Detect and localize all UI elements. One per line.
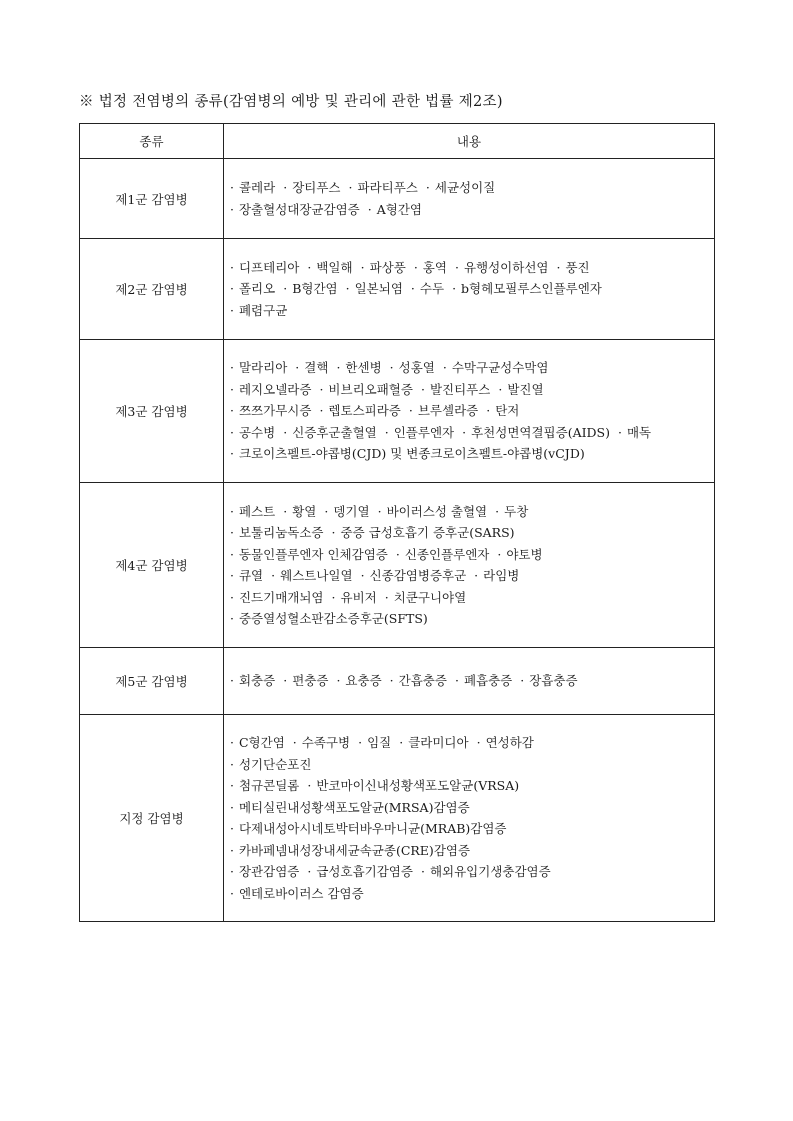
disease-name: 중증열성혈소판감소증후군(SFTS) — [238, 611, 428, 626]
bullet-mark: · — [476, 735, 481, 750]
disease-item — [336, 673, 381, 688]
disease-item — [390, 673, 447, 688]
disease-name: 동물인플루엔자 인체감염증 — [238, 546, 388, 562]
disease-item — [498, 382, 543, 397]
disease-name: 큐열 — [238, 568, 264, 583]
content-line — [230, 357, 708, 379]
bullet-mark: · — [395, 546, 400, 562]
disease-name: 디프테리아 — [238, 259, 300, 275]
disease-name: 카바페넴내성장내세균속균종(CRE)감염증 — [238, 842, 471, 858]
disease-item — [346, 281, 403, 296]
bullet-mark: · — [292, 735, 297, 750]
disease-item — [230, 778, 299, 793]
bullet-mark: · — [230, 589, 234, 605]
disease-item — [421, 382, 490, 397]
bullet-mark: · — [384, 589, 389, 605]
table-row — [80, 340, 715, 483]
disease-name: A형간염 — [376, 201, 422, 217]
bullet-mark: · — [358, 735, 363, 750]
bullet-mark: · — [230, 546, 234, 562]
bullet-mark: · — [295, 360, 300, 376]
disease-name: 결핵 — [304, 360, 329, 376]
bullet-mark: · — [556, 259, 561, 275]
disease-name: B형간염 — [292, 281, 338, 297]
disease-name: 클라미디아 — [408, 735, 469, 750]
disease-name: 치쿤구니야열 — [393, 589, 467, 605]
content-line — [230, 775, 708, 797]
disease-item — [324, 504, 369, 519]
disease-name: 엔테로바이러스 감염증 — [238, 885, 364, 901]
disease-name: 공수병 — [238, 424, 276, 440]
disease-item — [283, 673, 328, 688]
header-category: 종류 — [80, 124, 224, 159]
content-line — [230, 443, 708, 465]
disease-item — [307, 864, 413, 879]
disease-name: 반코마이신내성황색포도알균(VRSA) — [316, 778, 520, 793]
disease-item — [495, 504, 528, 519]
bullet-mark: · — [230, 381, 234, 397]
disease-item — [421, 864, 551, 879]
disease-item — [230, 281, 275, 296]
disease-item — [230, 360, 287, 375]
bullet-mark: · — [283, 180, 288, 195]
disease-name: 풍진 — [565, 259, 590, 275]
bullet-mark: · — [230, 756, 234, 772]
disease-item — [497, 547, 542, 562]
bullet-mark: · — [230, 611, 234, 626]
bullet-mark: · — [389, 360, 394, 376]
disease-name: 브루셀라증 — [417, 403, 479, 419]
disease-name: 콜레라 — [238, 180, 276, 195]
bullet-mark: · — [230, 360, 234, 376]
disease-item — [283, 180, 340, 195]
disease-name: 다제내성아시네토박터바우마니균(MRAB)감염증 — [238, 821, 507, 836]
bullet-mark: · — [283, 503, 288, 519]
disease-item — [399, 735, 468, 750]
bullet-mark: · — [360, 568, 365, 583]
disease-item — [385, 425, 454, 440]
header-content: 내용 — [224, 124, 715, 159]
disease-name: 유행성이하선염 — [463, 259, 549, 275]
category-cell: 제1군 감염병 — [80, 159, 224, 239]
bullet-mark: · — [307, 864, 312, 879]
content-line — [230, 278, 708, 300]
content-line — [230, 754, 708, 776]
disease-item — [414, 260, 447, 275]
disease-name: 파상풍 — [369, 259, 406, 275]
disease-item — [411, 281, 444, 296]
bullet-mark: · — [384, 424, 389, 440]
bullet-mark: · — [230, 864, 234, 879]
bullet-mark: · — [442, 360, 447, 376]
category-cell: 제5군 감염병 — [80, 648, 224, 715]
bullet-mark: · — [389, 673, 394, 689]
bullet-mark: · — [324, 503, 329, 519]
disease-item — [307, 778, 519, 793]
bullet-mark: · — [454, 673, 459, 689]
bullet-mark: · — [474, 568, 479, 583]
disease-item — [271, 568, 352, 583]
content-line — [230, 379, 708, 401]
disease-name: 첨규콘딜롬 — [238, 778, 300, 793]
bullet-mark: · — [462, 424, 467, 440]
content-line — [230, 300, 708, 322]
content-cell — [224, 715, 715, 922]
bullet-mark: · — [331, 589, 336, 605]
disease-item — [385, 590, 466, 605]
disease-item — [332, 525, 515, 540]
disease-name: 유비저 — [340, 589, 377, 605]
disease-item — [230, 864, 299, 879]
bullet-mark: · — [331, 525, 336, 540]
disease-name: 홍역 — [422, 259, 447, 275]
disease-item — [293, 735, 350, 750]
disease-item — [378, 504, 488, 519]
disease-name: 신종인플루엔자 — [404, 546, 490, 562]
disease-item — [319, 382, 413, 397]
bullet-mark: · — [230, 503, 234, 519]
content-line — [230, 257, 708, 279]
content-line — [230, 177, 708, 199]
disease-name: 진드기매개뇌염 — [238, 589, 324, 605]
bullet-mark: · — [283, 673, 288, 689]
disease-item — [230, 821, 507, 836]
disease-item — [486, 403, 519, 418]
disease-name: 비브리오패혈증 — [328, 381, 413, 397]
content-line — [230, 840, 708, 862]
table-row — [80, 715, 715, 922]
disease-name: 발진열 — [507, 381, 544, 397]
bullet-mark: · — [408, 403, 413, 419]
disease-item — [230, 260, 299, 275]
disease-item — [230, 403, 311, 418]
disease-item — [230, 303, 287, 318]
content-line — [230, 501, 708, 523]
disease-name: 일본뇌염 — [354, 281, 403, 297]
bullet-mark: · — [360, 259, 365, 275]
disease-name: 요충증 — [345, 673, 382, 689]
disease-name: 수막구균성수막염 — [451, 360, 549, 376]
bullet-mark: · — [454, 259, 459, 275]
disease-item — [332, 590, 377, 605]
disease-item — [230, 547, 388, 562]
disease-name: 한센병 — [345, 360, 382, 376]
disease-item — [230, 673, 275, 688]
disease-name: 급성호흡기감염증 — [316, 864, 413, 879]
bullet-mark: · — [336, 360, 341, 376]
disease-name: 인플루엔자 — [393, 424, 455, 440]
table-body — [80, 159, 715, 922]
content-cell — [224, 159, 715, 239]
table-row — [80, 159, 715, 239]
document-title: ※ 법정 전염병의 종류(감염병의 예방 및 관리에 관한 법률 제2조) — [79, 94, 503, 110]
disease-item — [230, 382, 311, 397]
table-header-row — [80, 124, 715, 159]
disease-name: b형헤모필루스인플루엔자 — [461, 281, 602, 297]
bullet-mark: · — [367, 201, 372, 217]
bullet-mark: · — [420, 864, 425, 879]
content-line — [230, 422, 708, 444]
disease-name: 신종감염병증후군 — [369, 568, 467, 583]
disease-name: 웨스트나일열 — [280, 568, 353, 583]
bullet-mark: · — [230, 673, 234, 689]
bullet-mark: · — [497, 546, 502, 562]
bullet-mark: · — [283, 424, 288, 440]
bullet-mark: · — [348, 180, 353, 195]
content-line — [230, 670, 708, 692]
disease-item — [283, 425, 377, 440]
disease-name: 매독 — [626, 424, 652, 440]
content-cell — [224, 483, 715, 648]
bullet-mark: · — [498, 381, 503, 397]
disease-name: 보툴리눔독소증 — [238, 525, 324, 540]
disease-item — [349, 180, 418, 195]
disease-item — [230, 525, 324, 540]
disease-item — [426, 180, 495, 195]
bullet-mark: · — [230, 403, 234, 419]
disease-name: 메티실린내성황색포도알균(MRSA)감염증 — [238, 799, 470, 815]
disease-name: 크로이츠펠트-야콥병(CJD) 및 변종크로이츠펠트-야콥병(vCJD) — [238, 446, 585, 462]
disease-item — [455, 260, 549, 275]
bullet-mark: · — [230, 281, 234, 297]
bullet-mark: · — [486, 403, 491, 419]
bullet-mark: · — [230, 525, 234, 540]
bullet-mark: · — [230, 735, 234, 750]
disease-name: 장출혈성대장균감염증 — [238, 201, 360, 217]
bullet-mark: · — [452, 281, 457, 297]
disease-item — [368, 202, 422, 217]
disease-item — [283, 281, 337, 296]
bullet-mark: · — [230, 259, 234, 275]
content-line — [230, 608, 708, 630]
disease-item — [361, 260, 406, 275]
content-line — [230, 587, 708, 609]
disease-name: 바이러스성 출혈열 — [386, 503, 488, 519]
disease-item — [230, 425, 275, 440]
bullet-mark: · — [319, 381, 324, 397]
content-cell — [224, 340, 715, 483]
bullet-mark: · — [307, 778, 312, 793]
disease-name: 폴리오 — [238, 281, 276, 297]
disease-item — [230, 446, 585, 461]
disease-name: 페스트 — [238, 503, 276, 519]
bullet-mark: · — [345, 281, 350, 297]
disease-item — [307, 260, 352, 275]
disease-item — [474, 568, 519, 583]
content-line — [230, 732, 708, 754]
disease-item — [230, 735, 285, 750]
bullet-mark: · — [319, 403, 324, 419]
category-cell: 제2군 감염병 — [80, 239, 224, 340]
bullet-mark: · — [271, 568, 276, 583]
bullet-mark: · — [399, 735, 404, 750]
disease-item — [452, 281, 602, 296]
disease-item — [396, 547, 490, 562]
disease-name: 장관감염증 — [238, 864, 300, 879]
disease-item — [230, 504, 275, 519]
bullet-mark: · — [230, 842, 234, 858]
category-cell: 제3군 감염병 — [80, 340, 224, 483]
disease-item — [230, 843, 470, 858]
disease-item — [556, 260, 589, 275]
disease-name: 수족구병 — [301, 735, 351, 750]
disease-item — [477, 735, 534, 750]
bullet-mark: · — [520, 673, 525, 689]
bullet-mark: · — [336, 673, 341, 689]
disease-name: 임질 — [367, 735, 392, 750]
disease-name: 해외유입기생충감염증 — [429, 864, 551, 879]
bullet-mark: · — [230, 778, 234, 793]
disease-name: 신증후군출혈열 — [292, 424, 377, 440]
disease-name: 두창 — [504, 503, 529, 519]
disease-name: 성기단순포진 — [238, 756, 312, 772]
disease-item — [336, 360, 381, 375]
bullet-mark: · — [410, 281, 415, 297]
disease-name: 세균성이질 — [434, 180, 496, 195]
disease-item — [230, 800, 470, 815]
disease-name: 뎅기열 — [333, 503, 370, 519]
content-line — [230, 565, 708, 587]
category-cell: 제4군 감염병 — [80, 483, 224, 648]
disease-name: 성홍열 — [398, 360, 435, 376]
disease-item — [230, 568, 263, 583]
content-line — [230, 522, 708, 544]
disease-name: C형간염 — [238, 735, 285, 750]
bullet-mark: · — [230, 821, 234, 836]
bullet-mark: · — [425, 180, 430, 195]
disease-name: 회충증 — [238, 673, 276, 689]
bullet-mark: · — [230, 799, 234, 815]
content-line — [230, 544, 708, 566]
bullet-mark: · — [307, 259, 312, 275]
disease-name: 야토병 — [506, 546, 543, 562]
bullet-mark: · — [413, 259, 418, 275]
disease-name: 라임병 — [483, 568, 520, 583]
disease-item — [295, 360, 328, 375]
bullet-mark: · — [230, 201, 234, 217]
disease-name: 연성하감 — [485, 735, 534, 750]
disease-name: 쯔쯔가무시증 — [238, 403, 312, 419]
bullet-mark: · — [377, 503, 382, 519]
disease-item — [230, 590, 324, 605]
disease-name: 후천성면역결핍증(AIDS) — [471, 424, 610, 440]
bullet-mark: · — [230, 302, 234, 318]
disease-name: 장티푸스 — [292, 180, 341, 195]
disease-table — [79, 123, 715, 922]
disease-item — [361, 568, 467, 583]
disease-name: 편충증 — [292, 673, 329, 689]
disease-item — [230, 180, 275, 195]
disease-item — [230, 611, 428, 626]
table-row — [80, 483, 715, 648]
disease-name: 황열 — [292, 503, 317, 519]
content-line — [230, 883, 708, 905]
disease-item — [443, 360, 549, 375]
content-line — [230, 199, 708, 221]
content-cell — [224, 648, 715, 715]
category-cell: 지정 감염병 — [80, 715, 224, 922]
disease-item — [230, 757, 311, 772]
disease-item — [319, 403, 400, 418]
disease-name: 수두 — [419, 281, 445, 297]
bullet-mark: · — [230, 446, 234, 462]
bullet-mark: · — [495, 503, 500, 519]
disease-name: 백일해 — [316, 259, 353, 275]
disease-item — [618, 425, 651, 440]
disease-item — [230, 202, 360, 217]
disease-name: 발진티푸스 — [429, 381, 491, 397]
disease-name: 간흡충증 — [398, 673, 447, 689]
table-row — [80, 239, 715, 340]
disease-name: 폐흡충증 — [463, 673, 513, 689]
disease-name: 중증 급성호흡기 증후군(SARS) — [340, 525, 515, 540]
disease-name: 파라티푸스 — [357, 180, 418, 195]
bullet-mark: · — [283, 281, 288, 297]
disease-name: 레지오넬라증 — [238, 381, 312, 397]
disease-item — [390, 360, 435, 375]
bullet-mark: · — [618, 424, 622, 440]
disease-name: 장흡충증 — [529, 673, 578, 689]
bullet-mark: · — [230, 568, 234, 583]
content-line — [230, 861, 708, 883]
content-cell — [224, 239, 715, 340]
bullet-mark: · — [230, 885, 234, 901]
disease-item — [230, 886, 364, 901]
content-line — [230, 797, 708, 819]
bullet-mark: · — [230, 180, 234, 195]
disease-item — [409, 403, 478, 418]
table-row — [80, 648, 715, 715]
disease-item — [358, 735, 391, 750]
disease-name: 탄저 — [495, 403, 520, 419]
disease-item — [462, 425, 610, 440]
content-line — [230, 818, 708, 840]
disease-item — [283, 504, 316, 519]
disease-name: 렙토스피라증 — [328, 403, 401, 419]
disease-name: 말라리아 — [238, 360, 288, 376]
disease-item — [520, 673, 577, 688]
disease-item — [455, 673, 512, 688]
bullet-mark: · — [420, 381, 425, 397]
disease-name: 폐렴구균 — [238, 302, 288, 318]
bullet-mark: · — [230, 424, 234, 440]
content-line — [230, 400, 708, 422]
